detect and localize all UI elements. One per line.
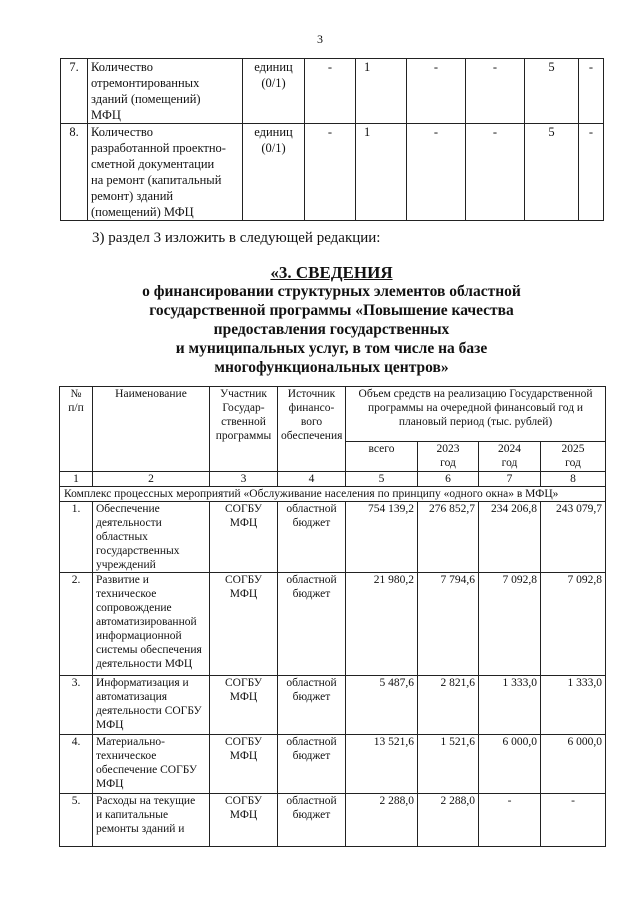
column-number: 3 (210, 472, 278, 487)
header-year-2023 (418, 442, 479, 472)
value-cell: - (407, 124, 466, 221)
year-2024-cell: - (479, 794, 541, 847)
row-number: 7. (61, 59, 88, 124)
participant-cell (210, 735, 278, 794)
indicator-name (88, 124, 243, 221)
header-text: п/п (68, 402, 84, 414)
text-line: МФЦ (91, 108, 121, 122)
text-line: деятельности (96, 517, 162, 529)
text-line: СОГБУ (225, 736, 262, 748)
header-text: 2025 (561, 443, 585, 455)
text-line: Информатизация и (96, 677, 189, 689)
total-cell: 754 139,2 (346, 502, 418, 573)
source-cell (278, 735, 346, 794)
participant-cell (210, 676, 278, 735)
header-text: программы (215, 430, 272, 442)
text-line: обеспечение СОГБУ (96, 764, 198, 776)
table-row (60, 573, 606, 676)
measure-name (93, 573, 210, 676)
value-cell: 1 (356, 59, 407, 124)
table-row (60, 794, 606, 847)
table-row (60, 735, 606, 794)
header-participant (210, 387, 278, 472)
unit-cell (243, 124, 305, 221)
indicator-name (88, 59, 243, 124)
text-line: МФЦ (229, 809, 258, 821)
heading-line: государственной программы «Повышение качества (149, 302, 514, 319)
value-cell: 5 (525, 124, 579, 221)
text-line: МФЦ (229, 691, 258, 703)
header-text: ственной (221, 416, 266, 428)
text-line: Обеспечение (96, 503, 160, 515)
text-line: техническое (96, 750, 157, 762)
source-cell (278, 794, 346, 847)
year-2025-cell: 7 092,8 (541, 573, 606, 676)
year-2023-cell: 7 794,6 (418, 573, 479, 676)
financing-table (59, 386, 606, 847)
text-line: ремонты зданий и (96, 823, 185, 835)
column-number: 7 (479, 472, 541, 487)
text-line: бюджет (292, 588, 331, 600)
text-line: автоматизированной (96, 616, 197, 628)
text-line-words: зданий (помещений) (91, 92, 201, 106)
header-text: № (70, 388, 82, 400)
section-row (60, 487, 606, 502)
heading-line: и муниципальных услуг, в том числе на базе (175, 340, 488, 357)
heading-line: многофункциональных центров» (214, 359, 449, 376)
year-2023-cell: 1 521,6 (418, 735, 479, 794)
header-text: обеспечения (281, 430, 343, 442)
year-2023-cell: 2 288,0 (418, 794, 479, 847)
year-2024-cell: 234 206,8 (479, 502, 541, 573)
column-number: 6 (418, 472, 479, 487)
measure-name (93, 794, 210, 847)
text-line: (0/1) (261, 76, 286, 90)
row-number: 2. (60, 573, 93, 676)
text-line: системы обеспечения (96, 644, 202, 656)
total-cell: 5 487,6 (346, 676, 418, 735)
text-line: Количество (91, 125, 153, 139)
total-cell: 21 980,2 (346, 573, 418, 676)
year-2024-cell: 1 333,0 (479, 676, 541, 735)
text-line: МФЦ (229, 517, 258, 529)
value-cell: - (466, 59, 525, 124)
text-line: ремонт) зданий (91, 189, 174, 203)
header-text: год (440, 457, 456, 469)
header-year-2024 (479, 442, 541, 472)
year-2023-cell: 276 852,7 (418, 502, 479, 573)
value-cell: - (305, 124, 356, 221)
text-line: Расходы на текущие (96, 795, 196, 807)
total-cell: 2 288,0 (346, 794, 418, 847)
text-line: учреждений (96, 559, 156, 571)
header-volume: Объем средств на реализацию Государственной программы на очередной финансовый год и плановый период (тыс. рублей) (346, 387, 606, 442)
header-text: год (565, 457, 581, 469)
text-line: МФЦ (229, 588, 258, 600)
text-line: разработанной проектно- (91, 141, 226, 155)
header-text: Участник (219, 388, 268, 400)
section-heading (60, 263, 603, 377)
participant-cell (210, 502, 278, 573)
text-line: областной (286, 736, 337, 748)
text-line: бюджет (292, 517, 331, 529)
text-line: информационной (96, 630, 182, 642)
text-line: МФЦ (96, 719, 124, 731)
heading-line: предоставления государственных (213, 321, 450, 338)
value-cell: 5 (525, 59, 579, 124)
text-line: МФЦ (96, 778, 124, 790)
participant-cell (210, 573, 278, 676)
text-line: Количество (91, 60, 153, 74)
text-line: деятельности МФЦ (96, 658, 193, 670)
text-line: областной (286, 677, 337, 689)
text-line: (0/1) (261, 141, 286, 155)
text-line: бюджет (292, 809, 331, 821)
table-row (61, 124, 604, 221)
header-name: Наименование (93, 387, 210, 472)
section-title-cell: Комплекс процессных мероприятий «Обслуживание населения по принципу «одного окна» в МФЦ» (60, 487, 606, 502)
text-line: и капитальные (96, 809, 169, 821)
value-cell: - (407, 59, 466, 124)
text-line: областной (286, 503, 337, 515)
column-number: 8 (541, 472, 606, 487)
header-text: Источник (287, 388, 336, 400)
column-number-row (60, 472, 606, 487)
year-2024-cell: 6 000,0 (479, 735, 541, 794)
text-line: техническое (96, 588, 157, 600)
text-line: сопровождение (96, 602, 172, 614)
year-2025-cell: - (541, 794, 606, 847)
text-line: СОГБУ (225, 795, 262, 807)
table-row (60, 676, 606, 735)
text-line: деятельности СОГБУ (96, 705, 202, 717)
header-number (60, 387, 93, 472)
header-text: 2023 (436, 443, 460, 455)
header-text: вого (300, 416, 323, 428)
year-2025-cell: 6 000,0 (541, 735, 606, 794)
text-line: Развитие и (96, 574, 149, 586)
column-number: 1 (60, 472, 93, 487)
text-line: автоматизация (96, 691, 168, 703)
text-line: бюджет (292, 750, 331, 762)
header-text: год (501, 457, 518, 469)
header-text: 2024 (498, 443, 521, 455)
section-title: «3. СВЕДЕНИЯ (270, 263, 393, 282)
value-cell: - (579, 124, 604, 221)
measure-name (93, 676, 210, 735)
header-text: финансо- (288, 402, 335, 414)
heading-line: о финансировании структурных элементов областной (142, 283, 521, 300)
text-line: областной (286, 574, 337, 586)
column-number: 4 (278, 472, 346, 487)
text-line: МФЦ (229, 750, 258, 762)
year-2025-cell: 243 079,7 (541, 502, 606, 573)
value-cell: 1 (356, 124, 407, 221)
row-number: 1. (60, 502, 93, 573)
text-line: (помещений) МФЦ (91, 205, 194, 219)
text-line: отремонтированных (91, 76, 200, 90)
text-line: сметной документации (91, 157, 215, 171)
source-cell (278, 573, 346, 676)
text-line: областных (96, 531, 148, 543)
text-line: на ремонт (капитальный (91, 173, 222, 187)
column-number: 2 (93, 472, 210, 487)
column-number: 5 (346, 472, 418, 487)
year-2023-cell: 2 821,6 (418, 676, 479, 735)
header-source (278, 387, 346, 472)
header-text: Государ- (222, 402, 265, 414)
participant-cell (210, 794, 278, 847)
header-total: всего (346, 442, 418, 472)
amendment-paragraph: 3) раздел 3 изложить в следующей редакции: (92, 230, 381, 246)
text-line: СОГБУ (225, 677, 262, 689)
text-line: единиц (254, 60, 293, 74)
source-cell (278, 676, 346, 735)
table-row (60, 502, 606, 573)
year-2025-cell: 1 333,0 (541, 676, 606, 735)
text-line: областной (286, 795, 337, 807)
text-line: государственных (96, 545, 180, 557)
row-number: 3. (60, 676, 93, 735)
total-cell: 13 521,6 (346, 735, 418, 794)
value-cell: - (305, 59, 356, 124)
text-line: СОГБУ (225, 574, 262, 586)
year-2024-cell: 7 092,8 (479, 573, 541, 676)
header-year-2025 (541, 442, 606, 472)
measure-name (93, 502, 210, 573)
text-line: Материально- (96, 736, 165, 748)
value-cell: - (579, 59, 604, 124)
text-line: СОГБУ (225, 503, 262, 515)
row-number: 8. (61, 124, 88, 221)
text-line (91, 91, 239, 107)
row-number: 4. (60, 735, 93, 794)
value-cell: - (466, 124, 525, 221)
header-row (60, 387, 606, 442)
row-number: 5. (60, 794, 93, 847)
unit-cell (243, 59, 305, 124)
source-cell (278, 502, 346, 573)
text-line: бюджет (292, 691, 331, 703)
table-row (61, 59, 604, 124)
page-number: 3 (317, 32, 323, 46)
text-line: единиц (254, 125, 293, 139)
indicators-table (60, 58, 604, 221)
measure-name (93, 735, 210, 794)
